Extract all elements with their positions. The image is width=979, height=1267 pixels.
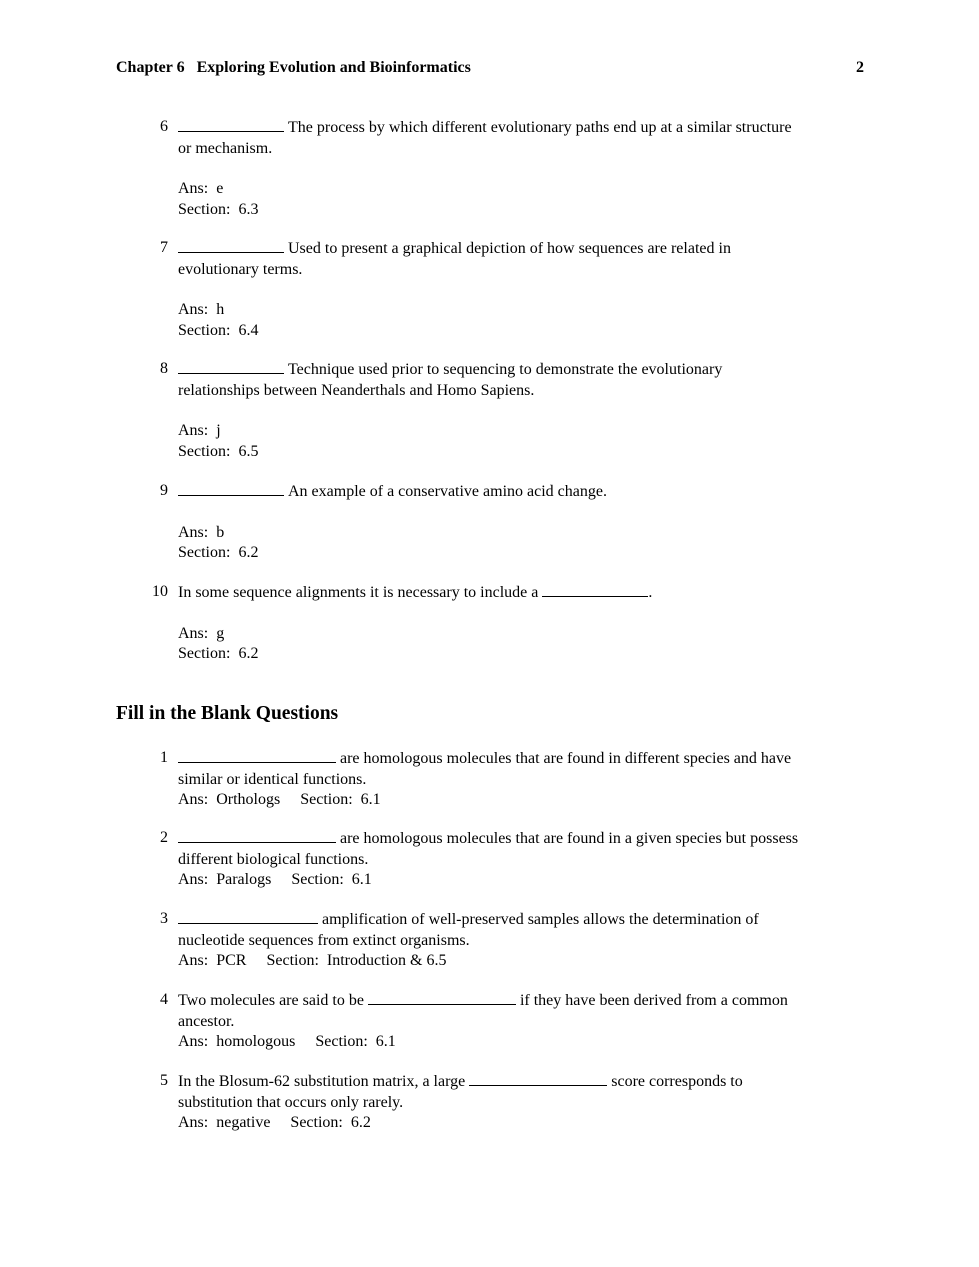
question-number: 8 [160,360,168,377]
question-text-continued: relationships between Neanderthals and Homo Sapiens. [178,381,535,399]
section-reference: Section: 6.1 [315,1033,396,1050]
question-text-end: . [648,584,653,601]
section-reference: Section: 6.4 [178,321,259,339]
section-reference: Section: 6.2 [290,1114,371,1131]
question-text: In some sequence alignments it is necessary to include a [178,584,539,601]
question-text: Technique used prior to sequencing to demonstrate the evolutionary [288,361,723,378]
section-reference: Section: 6.5 [178,442,259,460]
question-number: 6 [160,118,168,135]
question-text-continued: different biological functions. [178,850,369,868]
question-text: An example of a conservative amino acid change. [288,483,607,500]
question-text-continued: ancestor. [178,1012,235,1030]
answer-blank [178,909,318,924]
question-number: 5 [160,1072,168,1089]
question-text-continued: substitution that occurs only rarely. [178,1093,404,1111]
question-text-continued: similar or identical functions. [178,770,367,788]
answer-text: Ans: negative [178,1114,271,1131]
question-text-continued: nucleotide sequences from extinct organisms. [178,931,470,949]
answer-text: Ans: e [178,180,224,197]
answer-blank [178,748,336,763]
section-reference: Section: 6.3 [178,200,259,218]
answer-text: Ans: Paralogs [178,871,272,888]
question-number: 1 [160,749,168,766]
answer-text: Ans: h [178,301,225,318]
question-text: amplification of well-preserved samples allows the determination of [322,911,759,928]
answer-blank [178,238,284,253]
answer-blank [178,481,284,496]
question-number: 9 [160,482,168,499]
section-reference: Section: 6.2 [178,645,259,662]
answer-blank [469,1071,607,1086]
question-text: are homologous molecules that are found in different species and have [340,750,792,767]
answer-blank [178,359,284,374]
question-text: Used to present a graphical depiction of how sequences are related in [288,240,731,257]
answer-text: Ans: g [178,624,225,642]
question-text-end: score corresponds to [611,1073,743,1090]
section-reference: Section: 6.2 [178,544,259,561]
chapter-title: Chapter 6 Exploring Evolution and Bioinformatics [116,59,471,76]
question-text-continued: evolutionary terms. [178,260,303,278]
answer-text: Ans: b [178,523,225,541]
answer-text: Ans: PCR [178,952,247,969]
question-text: are homologous molecules that are found in a given species but possess [340,830,799,847]
question-number: 10 [152,583,168,600]
question-text-continued: or mechanism. [178,139,273,157]
answer-text: Ans: Orthologs [178,791,281,808]
answer-text: Ans: j [178,422,221,439]
answer-blank [368,990,516,1005]
question-number: 3 [160,910,168,927]
answer-blank [542,582,648,597]
question-text: In the Blosum-62 substitution matrix, a large [178,1073,466,1090]
question-number: 2 [160,829,168,846]
answer-blank [178,117,284,132]
section-reference: Section: 6.1 [291,871,372,888]
section-reference: Section: Introduction & 6.5 [266,952,447,969]
question-text: Two molecules are said to be [178,992,364,1009]
question-number: 7 [160,239,168,256]
page-number: 2 [856,59,864,76]
section-reference: Section: 6.1 [300,791,381,808]
question-text: The process by which different evolutionary paths end up at a similar structure [288,119,792,136]
section-heading: Fill in the Blank Questions [116,703,339,724]
answer-blank [178,828,336,843]
answer-text: Ans: homologous [178,1033,296,1050]
question-text-end: if they have been derived from a common [519,992,788,1009]
question-number: 4 [160,991,168,1008]
